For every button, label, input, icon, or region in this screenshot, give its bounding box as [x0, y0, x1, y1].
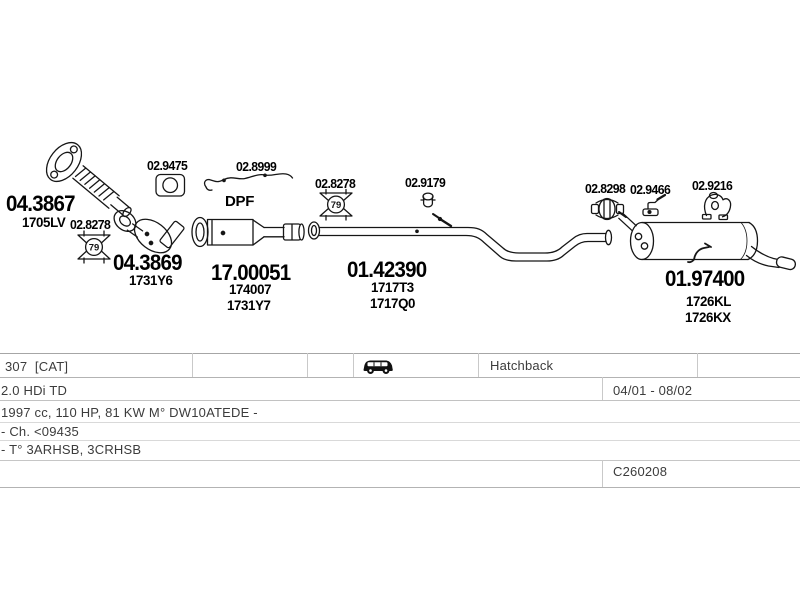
gasket-number: 02.9475	[147, 158, 188, 173]
table-gridline	[353, 353, 354, 377]
gasket-drawing	[156, 175, 185, 197]
table-gridline	[307, 353, 308, 377]
catalyst-number: 04.3869	[113, 250, 182, 275]
rear-clamp-drawing	[592, 199, 624, 220]
table-gridline	[0, 400, 800, 401]
body-style-cell: Hatchback	[490, 358, 554, 373]
muffler-number: 01.97400	[665, 266, 745, 291]
mid-hanger-drawing	[421, 193, 451, 226]
table-gridline	[602, 377, 603, 400]
mid-clamp-drawing	[320, 190, 352, 221]
dpf-ref-2: 1731Y7	[227, 297, 271, 313]
table-gridline	[0, 353, 800, 354]
mid-clamp-number: 02.8278	[315, 176, 356, 191]
table-gridline	[192, 353, 193, 377]
dpf-drawing	[192, 218, 304, 247]
front-clamp-drawing	[78, 231, 110, 263]
system-code-cell: C260208	[613, 464, 668, 479]
mid-hanger-number: 02.9179	[405, 175, 446, 190]
catalyst-ref: 1731Y6	[129, 272, 173, 288]
rear-hanger2-drawing	[703, 193, 731, 220]
rear-hanger1-drawing	[643, 195, 665, 216]
muffler-ref-1: 1726KL	[686, 293, 732, 309]
rear-hanger2-number: 02.9216	[692, 178, 733, 193]
dpf-tag: DPF	[225, 193, 255, 210]
flex-pipe-ref: 1705LV	[22, 214, 66, 230]
centre-pipe-drawing	[309, 222, 612, 261]
table-gridline	[602, 460, 603, 487]
table-gridline	[0, 377, 800, 378]
table-gridline	[0, 487, 800, 488]
clamp-badge: 79	[88, 242, 100, 254]
flex-pipe-number: 04.3867	[6, 191, 75, 216]
rear-hanger1-number: 02.9466	[630, 182, 671, 197]
table-gridline	[478, 353, 479, 377]
rear-muffler-drawing	[619, 212, 797, 271]
car-side-icon	[362, 356, 394, 376]
front-clamp-number: 02.8278	[70, 217, 111, 232]
centre-pipe-ref-1: 1717T3	[371, 279, 414, 295]
clamp-badge: 79	[330, 200, 342, 211]
table-gridline	[0, 422, 800, 423]
hanger-rod-drawing	[205, 174, 293, 191]
hanger-rod-number: 02.8999	[236, 159, 277, 174]
muffler-ref-2: 1726KX	[685, 309, 731, 325]
vehicle-model-cell: 307 [CAT]	[5, 359, 69, 374]
chassis-note-cell: - Ch. <09435	[1, 424, 79, 439]
engine-cell: 2.0 HDi TD	[1, 383, 68, 398]
dpf-ref-1: 174007	[229, 281, 272, 297]
type-codes-cell: - T° 3ARHSB, 3CRHSB	[1, 442, 142, 457]
dpf-number: 17.00051	[211, 260, 291, 285]
period-cell: 04/01 - 08/02	[613, 383, 693, 398]
table-gridline	[0, 460, 800, 461]
centre-pipe-ref-2: 1717Q0	[370, 295, 416, 311]
engine-spec-cell: 1997 cc, 110 HP, 81 KW M° DW10ATEDE -	[1, 405, 258, 420]
centre-pipe-number: 01.42390	[347, 257, 427, 282]
rear-clamp-number: 02.8298	[585, 181, 626, 196]
table-gridline	[697, 353, 698, 377]
table-gridline	[0, 440, 800, 441]
